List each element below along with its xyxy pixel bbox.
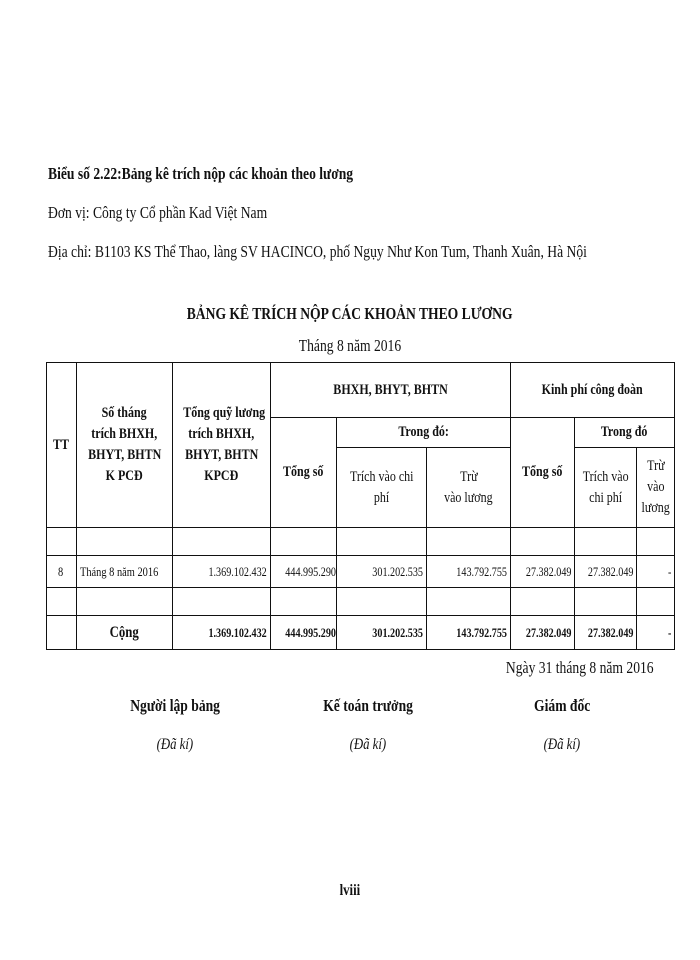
header-kpcd-deduct: Trừ vào lương xyxy=(637,448,675,528)
total-fund: 1.369.102.432 xyxy=(173,616,271,650)
row-period: Tháng 8 năm 2016 xyxy=(77,556,173,588)
document-month: Tháng 8 năm 2016 xyxy=(298,336,402,355)
row-tt: 8 xyxy=(47,556,77,588)
header-bhxh-total: Tổng số xyxy=(271,418,337,528)
row-bhxh-expense: 301.202.535 xyxy=(337,556,427,588)
table-row xyxy=(47,556,675,588)
total-kpcd-expense: 27.382.049 xyxy=(575,616,637,650)
contribution-table xyxy=(46,362,675,650)
header-kpcd-expense: Trích vào chi phí xyxy=(575,448,637,528)
document-date: Ngày 31 tháng 8 năm 2016 xyxy=(506,658,654,677)
signature-preparer: Người lập bảng xyxy=(130,696,220,715)
header-tt: TT xyxy=(47,363,77,528)
row-kpcd-total: 27.382.049 xyxy=(511,556,575,588)
page-number: lviii xyxy=(339,882,361,899)
table-row-empty xyxy=(47,528,675,556)
row-kpcd-deduct: - xyxy=(637,556,675,588)
total-row xyxy=(47,616,675,650)
signature-accountant: Kế toán trưởng xyxy=(323,696,413,715)
table-caption: Biểu số 2.22:Bảng kê trích nộp các khoản theo lương xyxy=(48,164,354,183)
company-unit: Đơn vị: Công ty Cổ phần Kad Việt Nam xyxy=(48,203,268,222)
header-bhxh-inwhich: Trong đó: xyxy=(337,418,511,448)
row-fund: 1.369.102.432 xyxy=(173,556,271,588)
table-row-empty xyxy=(47,588,675,616)
signature-director: Giám đốc xyxy=(533,696,591,715)
header-kpcd-group: Kinh phí công đoàn xyxy=(511,363,675,418)
signed-preparer: (Đã kí) xyxy=(156,736,194,753)
row-bhxh-deduct: 143.792.755 xyxy=(427,556,511,588)
total-kpcd-deduct: - xyxy=(637,616,675,650)
total-bhxh-deduct: 143.792.755 xyxy=(427,616,511,650)
document-title: BẢNG KÊ TRÍCH NỘP CÁC KHOẢN THEO LƯƠNG xyxy=(187,304,513,323)
header-bhxh-expense: Trích vào chi phí xyxy=(337,448,427,528)
row-kpcd-expense: 27.382.049 xyxy=(575,556,637,588)
signed-director: (Đã kí) xyxy=(543,736,581,753)
total-bhxh-expense: 301.202.535 xyxy=(337,616,427,650)
signed-accountant: (Đã kí) xyxy=(349,736,387,753)
header-kpcd-total: Tổng số xyxy=(511,418,575,528)
total-bhxh-total: 444.995.290 xyxy=(271,616,337,650)
total-kpcd-total: 27.382.049 xyxy=(511,616,575,650)
header-row-1 xyxy=(47,363,675,418)
header-bhxh-group: BHXH, BHYT, BHTN xyxy=(271,363,511,418)
row-bhxh-total: 444.995.290 xyxy=(271,556,337,588)
total-label: Cộng xyxy=(77,616,173,650)
header-bhxh-deduct: Trừ vào lương xyxy=(427,448,511,528)
company-address: Địa chỉ: B1103 KS Thể Thao, làng SV HACINCO, phố Ngụy Như Kon Tum, Thanh Xuân, Hà Nội xyxy=(48,242,587,261)
header-fund: Tổng quỹ lương trích BHXH, BHYT, BHTN KPCĐ xyxy=(173,363,271,528)
header-months: Số tháng trích BHXH, BHYT, BHTN K PCĐ xyxy=(77,363,173,528)
header-kpcd-inwhich: Trong đó xyxy=(575,418,675,448)
